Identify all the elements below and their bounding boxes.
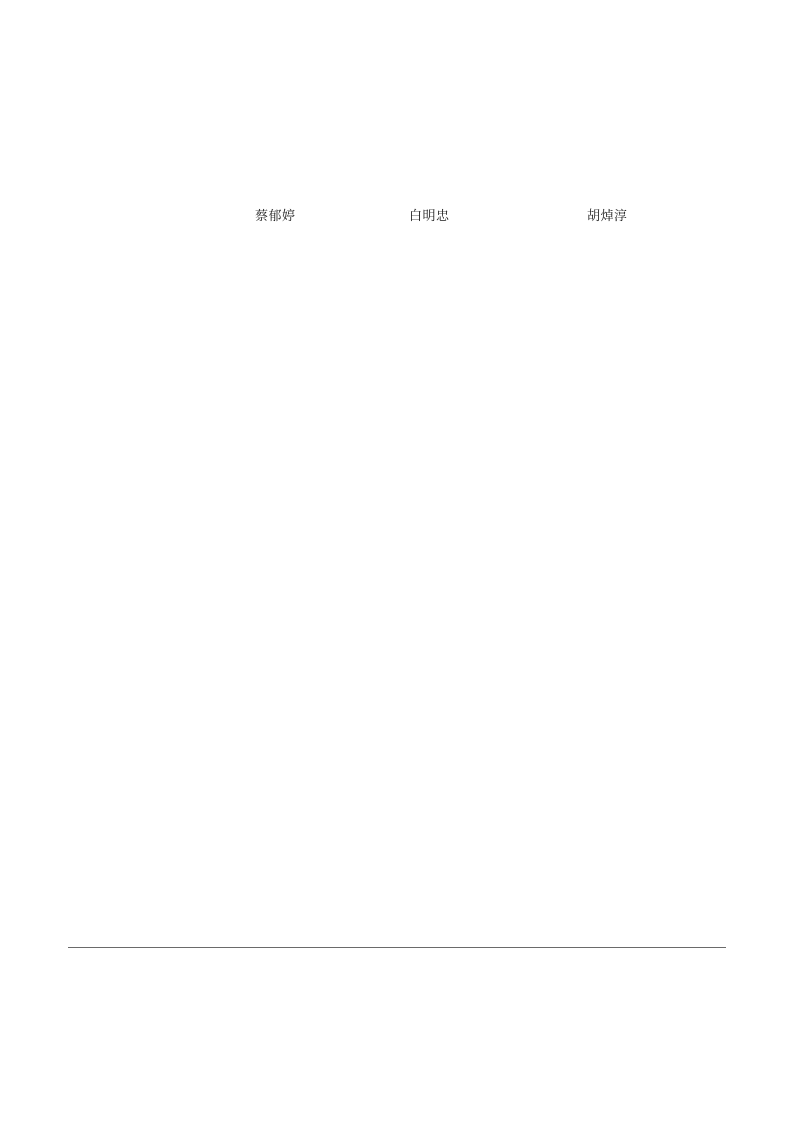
author-names-row [0,207,793,227]
footer-divider [68,947,726,948]
author-name: 蔡郁婷 [255,209,296,224]
author-name: 胡焯淳 [587,209,628,224]
author-name: 白明忠 [409,209,450,224]
